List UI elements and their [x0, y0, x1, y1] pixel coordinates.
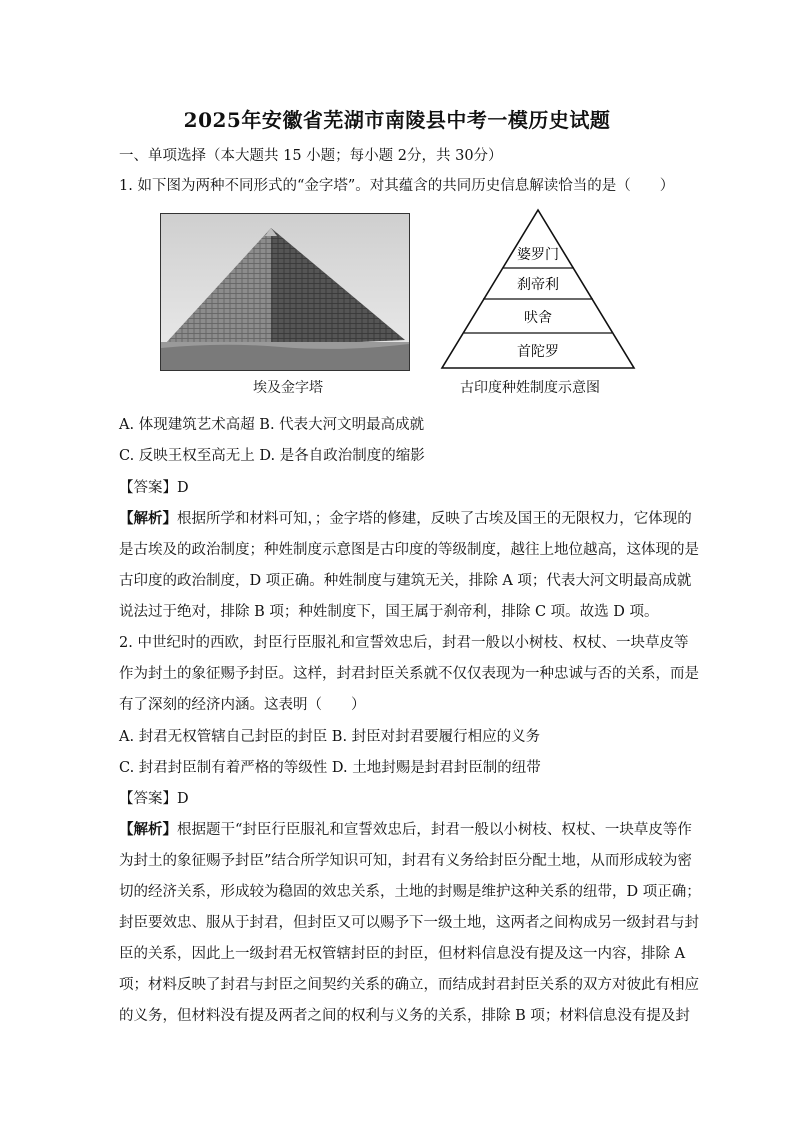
question-2-analysis-line: [119, 820, 692, 840]
caste-level-vaishya: 吠舍: [524, 310, 552, 326]
analysis-label: 【解析】: [119, 821, 177, 838]
question-1-analysis-line: 是古埃及的政治制度；种姓制度示意图是古印度的等级制度，越往上地位越高，这体现的是: [119, 542, 699, 558]
question-1-analysis-line: 古印度的政治制度，D 项正确。种姓制度与建筑无关，排除 A 项；代表大河文明最高成就: [119, 573, 692, 589]
question-2-analysis-line: 切的经济关系，形成较为稳固的效忠关系，土地的封赐是维护这种关系的纽带，D 项正确；: [119, 884, 701, 900]
question-2-analysis-line: 封臣要效忠、服从于封君，但封臣又可以赐予下一级土地，这两者之间构成另一级封君与封: [119, 915, 699, 931]
caste-caption: 古印度种姓制度示意图: [460, 380, 600, 396]
analysis-text: 根据所学和材料可知，；金字塔的修建，反映了古埃及国王的无限权力，它体现的: [177, 511, 692, 527]
question-2-analysis-line: 的义务，但材料没有提及两者之间的权利与义务的关系，排除 B 项；材料信息没有提及封: [119, 1008, 690, 1024]
question-2-analysis-line: 项；材料反映了封君与封臣之间契约关系的确立，而结成封君封臣关系的双方对彼此有相应: [119, 977, 699, 993]
question-2-answer: 【答案】D: [119, 791, 189, 807]
page-title: 2025年安徽省芜湖市南陵县中考一模历史试题: [183, 108, 611, 132]
question-1-options-ab: A. 体现建筑艺术高超 B. 代表大河文明最高成就: [119, 417, 425, 433]
question-2-stem-line: 2. 中世纪时的西欧，封臣行臣服礼和宣誓效忠后，封君一般以小树枝、权杖、一块草皮等: [119, 635, 689, 651]
caste-level-brahmin: 婆罗门: [517, 247, 559, 263]
pyramid-image: [161, 214, 409, 370]
question-1-answer: 【答案】D: [119, 480, 189, 496]
caste-level-kshatriya: 刹帝利: [517, 277, 559, 293]
question-2-options-cd: C. 封君封臣制有着严格的等级性 D. 土地封赐是封君封臣制的纽带: [119, 760, 541, 776]
question-2-stem-line: 有了深刻的经济内涵。这表明（ ）: [119, 697, 366, 713]
question-2-stem-line: 作为封土的象征赐予封臣。这样，封君封臣关系就不仅仅表现为一种忠诚与否的关系，而是: [119, 666, 699, 682]
question-2-options-ab: A. 封君无权管辖自己封臣的封臣 B. 封臣对封君要履行相应的义务: [119, 729, 541, 745]
pyramid-caption: 埃及金字塔: [253, 380, 323, 396]
analysis-label: 【解析】: [119, 510, 177, 527]
caste-pyramid-diagram: [440, 208, 636, 370]
question-1-analysis-line: 说法过于绝对，排除 B 项；种姓制度下，国王属于刹帝利，排除 C 项。故选 D 项。: [119, 604, 659, 620]
caste-level-shudra: 首陀罗: [517, 344, 559, 360]
section-heading: 一、单项选择（本大题共 15 小题；每小题 2分，共 30分）: [119, 148, 503, 164]
question-1-stem: 1. 如下图为两种不同形式的“金字塔”。对其蕴含的共同历史信息解读恰当的是（ ）: [119, 178, 675, 194]
question-2-analysis-line: 臣的关系，因此上一级封君无权管辖封臣的封臣，但材料信息没有提及这一内容，排除 A: [119, 946, 686, 962]
question-1-options-cd: C. 反映王权至高无上 D. 是各自政治制度的缩影: [119, 448, 425, 464]
question-2-analysis-line: 为封土的象征赐予封臣”结合所学知识可知，封君有义务给封臣分配土地，从而形成较为密: [119, 853, 692, 869]
question-1-analysis-line: [119, 509, 692, 529]
analysis-text: 根据题干“封臣行臣服礼和宣誓效忠后，封君一般以小树枝、权杖、一块草皮等作: [177, 822, 692, 838]
pyramid-photo: [160, 213, 410, 371]
